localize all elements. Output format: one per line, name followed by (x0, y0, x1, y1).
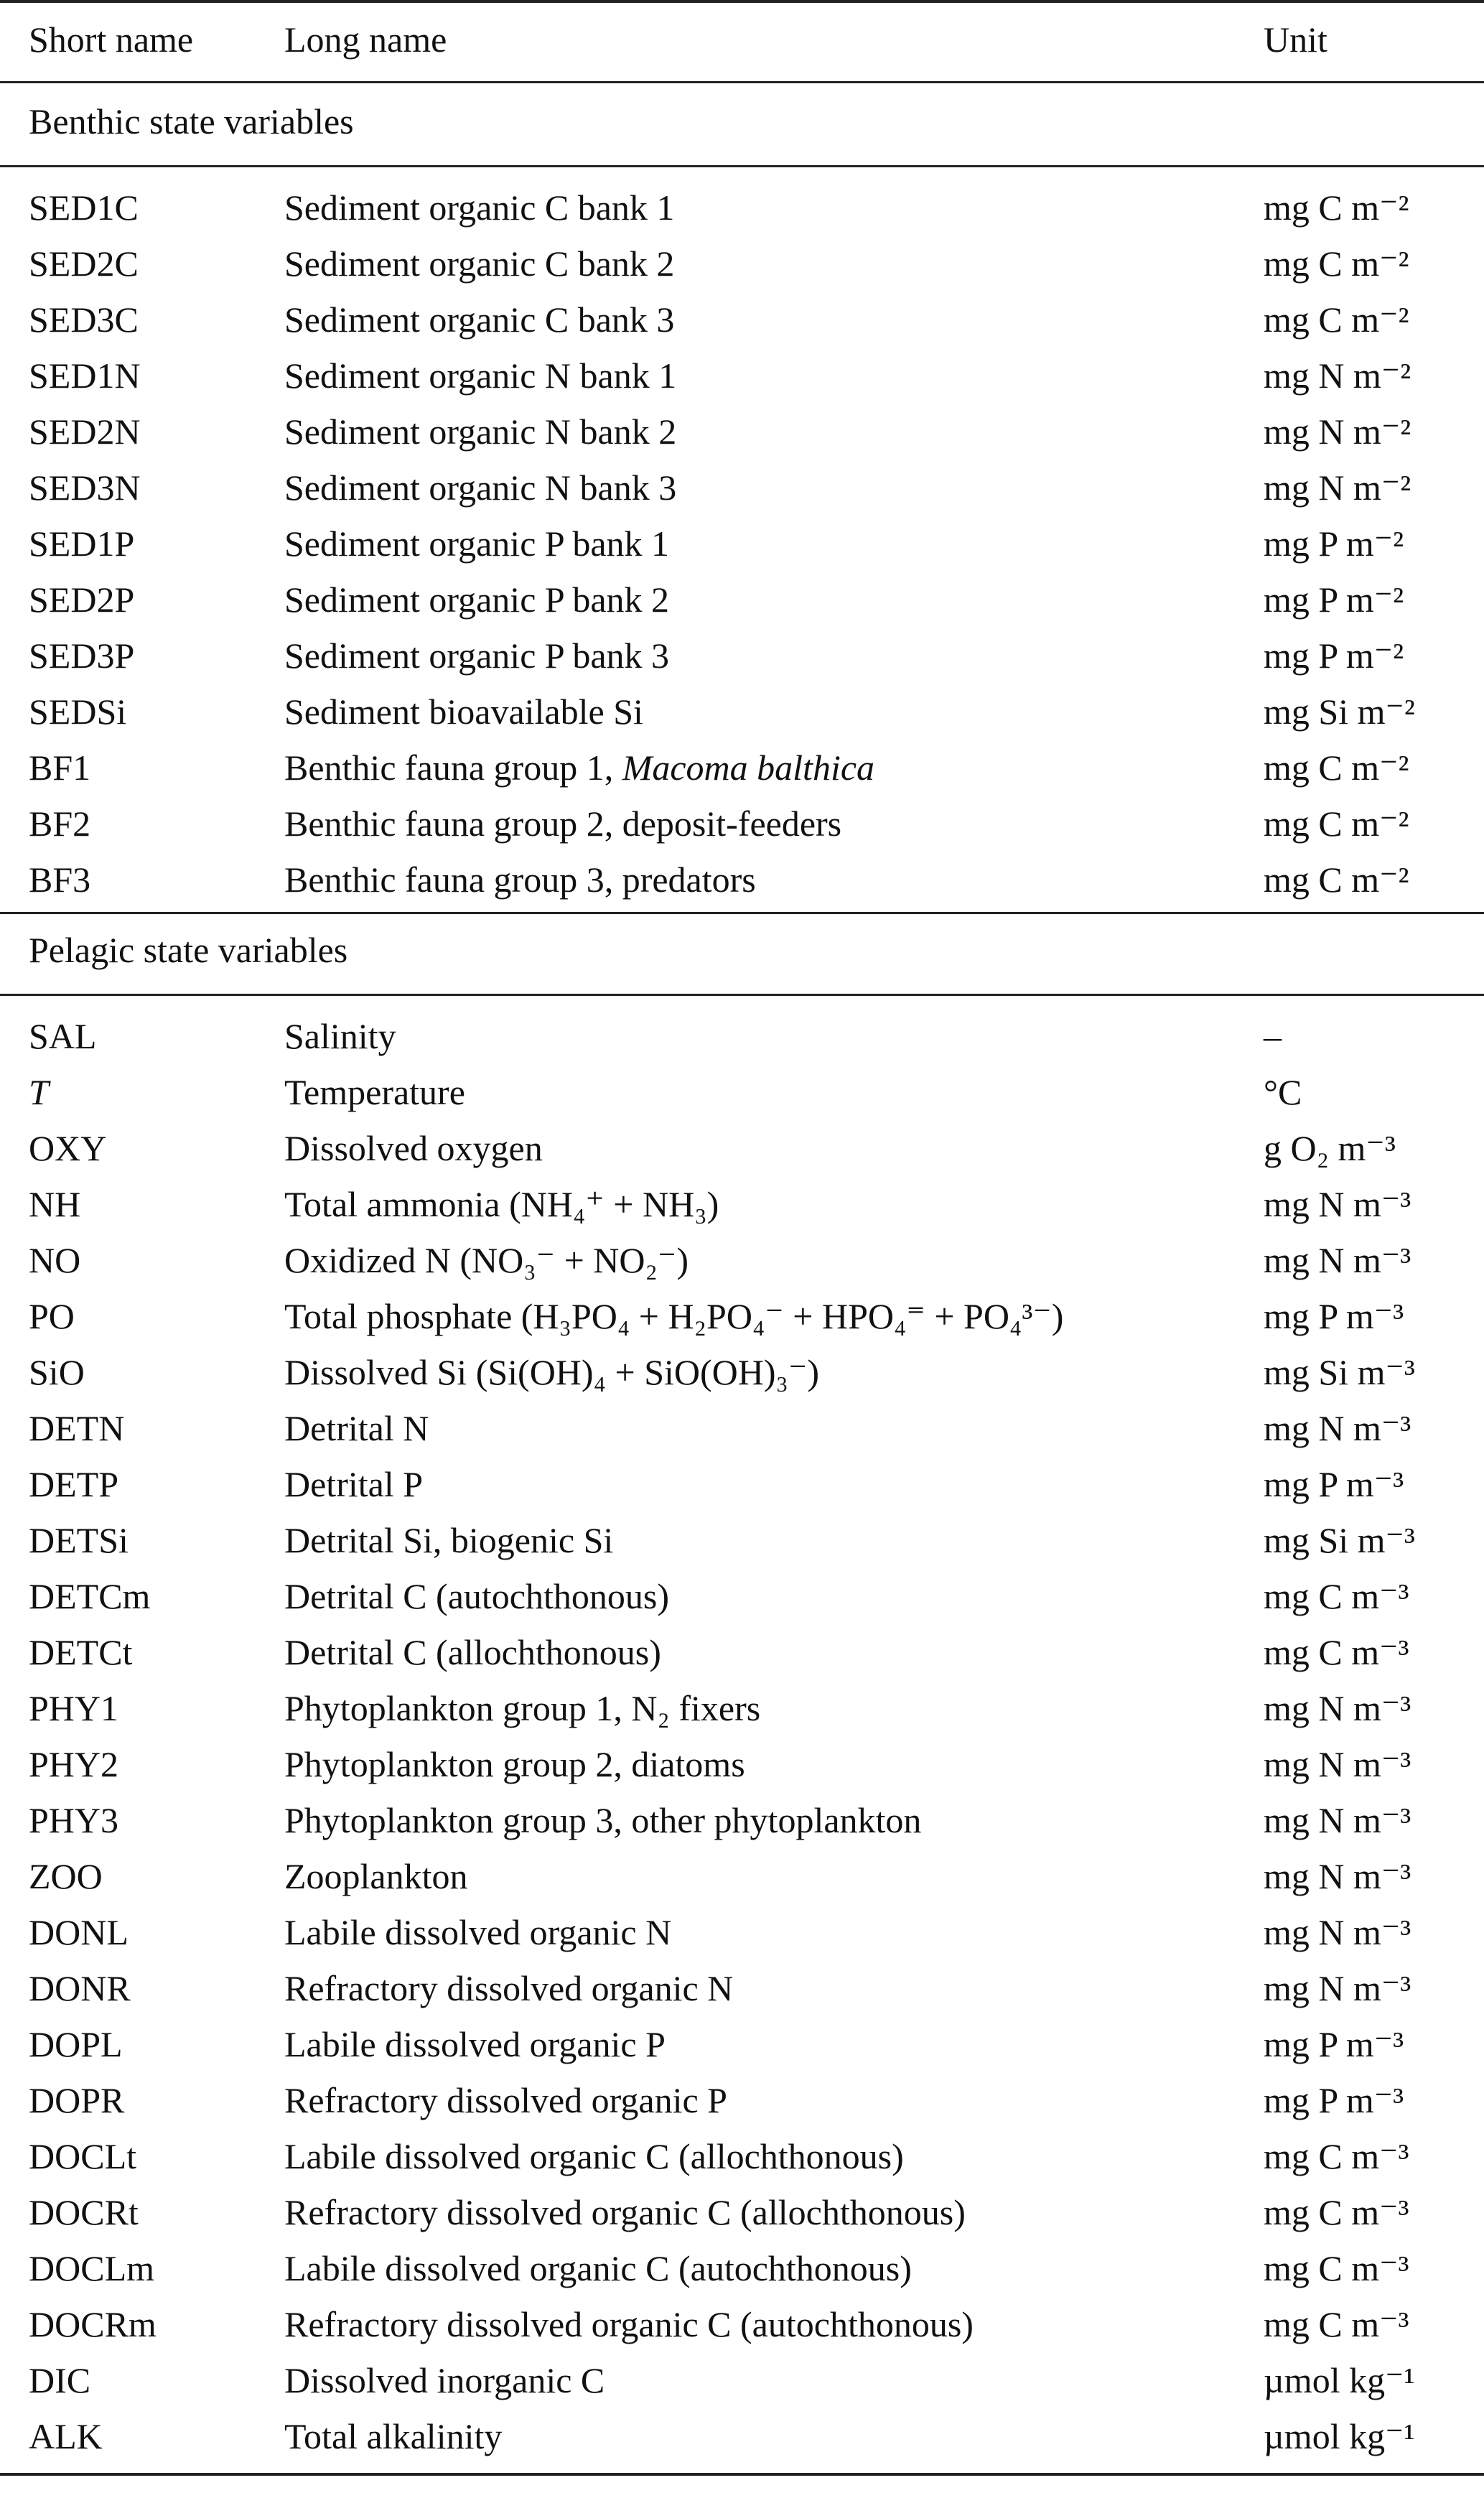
short-name-cell: DIC (29, 2360, 91, 2400)
short-name-cell: SED1P (29, 523, 135, 564)
long-name-cell: Detrital Si, biogenic Si (284, 1520, 614, 1560)
table-row (0, 1344, 1484, 1400)
table-row (0, 1232, 1484, 1288)
long-name-cell: Sediment organic C bank 3 (284, 299, 675, 340)
table-row (0, 2072, 1484, 2128)
unit-cell: mg N m⁻³ (1264, 1744, 1411, 1784)
unit-cell: mg P m⁻² (1264, 523, 1404, 564)
long-name-cell: Salinity (284, 1016, 396, 1056)
long-name-cell: Total alkalinity (284, 2416, 503, 2456)
long-name-cell: Benthic fauna group 3, predators (284, 859, 756, 900)
short-name-cell: SED3N (29, 467, 141, 508)
section-header-row (0, 922, 1484, 978)
table-row (0, 2184, 1484, 2240)
long-name-cell: Sediment organic P bank 3 (284, 635, 670, 676)
short-name-cell: PHY3 (29, 1800, 119, 1840)
short-name-cell: NO (29, 1240, 81, 1280)
long-name-cell: Dissolved oxygen (284, 1128, 543, 1168)
long-name-cell: Labile dissolved organic P (284, 2024, 666, 2064)
unit-cell: mg P m⁻² (1264, 579, 1404, 620)
table-row (0, 1848, 1484, 1904)
long-name-cell: Sediment bioavailable Si (284, 691, 643, 732)
short-name-cell: BF1 (29, 747, 91, 788)
long-name-cell: Dissolved Si (Si(OH)₄ + SiO(OH)₃⁻) (284, 1352, 819, 1392)
table-row (0, 572, 1484, 628)
unit-cell: mg Si m⁻³ (1264, 1352, 1415, 1392)
long-name-cell: Sediment organic N bank 2 (284, 411, 677, 452)
short-name-cell: SED2P (29, 579, 135, 620)
section-header-rule (0, 165, 1484, 167)
short-name-cell: SED3C (29, 299, 139, 340)
table-row (0, 236, 1484, 292)
short-name-cell: DETP (29, 1464, 118, 1504)
long-name-cell: Oxidized N (NO₃⁻ + NO₂⁻) (284, 1240, 689, 1280)
short-name-cell: ZOO (29, 1856, 103, 1896)
unit-cell: mg N m⁻³ (1264, 1968, 1411, 2008)
table-row (0, 516, 1484, 572)
unit-cell: – (1264, 1016, 1282, 1056)
long-name-cell: Detrital C (allochthonous) (284, 1632, 661, 1672)
unit-cell: mg N m⁻² (1264, 411, 1411, 452)
short-name-cell: DOCRm (29, 2304, 157, 2344)
table-row (0, 1456, 1484, 1512)
short-name-cell: DONR (29, 1968, 131, 2008)
unit-cell: mg N m⁻³ (1264, 1912, 1411, 1952)
table-row (0, 2240, 1484, 2296)
table-row (0, 2016, 1484, 2072)
long-name-cell: Sediment organic N bank 3 (284, 467, 677, 508)
section-rule (0, 912, 1484, 914)
unit-cell: mg C m⁻³ (1264, 2304, 1409, 2344)
unit-cell: mg P m⁻³ (1264, 1464, 1404, 1504)
unit-cell: g O₂ m⁻³ (1264, 1128, 1396, 1168)
long-name-cell: Total ammonia (NH₄⁺ + NH₃) (284, 1184, 719, 1224)
table-row (0, 1400, 1484, 1456)
short-name-cell: DETCt (29, 1632, 133, 1672)
short-name-cell: NH (29, 1184, 81, 1224)
short-name-cell: DETCm (29, 1576, 151, 1616)
unit-cell: mg C m⁻² (1264, 299, 1409, 340)
short-name-cell: DETSi (29, 1520, 129, 1560)
short-name-cell: SEDSi (29, 691, 127, 732)
table-row (0, 1680, 1484, 1736)
table-row (0, 1960, 1484, 2016)
short-name-cell: SED1N (29, 355, 141, 396)
short-name-cell: DOPR (29, 2080, 125, 2120)
header-unit: Unit (1264, 19, 1327, 60)
unit-cell: mg Si m⁻² (1264, 691, 1415, 732)
long-name-cell: Sediment organic C bank 1 (284, 187, 675, 228)
table-row (0, 2408, 1484, 2464)
short-name-cell: OXY (29, 1128, 107, 1168)
header-rule (0, 81, 1484, 83)
long-name-cell: Benthic fauna group 1, Macoma balthica (284, 747, 875, 788)
unit-cell: mg C m⁻³ (1264, 2192, 1409, 2232)
long-name-cell: Sediment organic P bank 1 (284, 523, 670, 564)
short-name-cell: DOPL (29, 2024, 123, 2064)
short-name-cell: SED2N (29, 411, 141, 452)
long-name-cell: Sediment organic P bank 2 (284, 579, 670, 620)
unit-cell: mg N m⁻³ (1264, 1800, 1411, 1840)
short-name-cell: T (29, 1072, 49, 1112)
long-name-cell: Sediment organic C bank 2 (284, 243, 675, 284)
unit-cell: µmol kg⁻¹ (1264, 2416, 1415, 2456)
species-name: Macoma balthica (622, 747, 875, 788)
short-name-cell: SiO (29, 1352, 85, 1392)
short-name-cell: PHY1 (29, 1688, 119, 1728)
unit-cell: mg C m⁻³ (1264, 2136, 1409, 2176)
long-name-cell: Phytoplankton group 1, N₂ fixers (284, 1688, 761, 1728)
long-name-cell: Phytoplankton group 2, diatoms (284, 1744, 745, 1784)
short-name-cell: DOCLt (29, 2136, 136, 2176)
table-row (0, 1792, 1484, 1848)
table-row (0, 460, 1484, 516)
table-row (0, 852, 1484, 908)
table-row (0, 684, 1484, 740)
table-row (0, 348, 1484, 404)
unit-cell: mg C m⁻² (1264, 747, 1409, 788)
long-name-cell: Dissolved inorganic C (284, 2360, 605, 2400)
short-name-cell: SAL (29, 1016, 97, 1056)
section-title: Pelagic state variables (29, 930, 348, 970)
table-row (0, 1568, 1484, 1624)
short-name-cell: PO (29, 1296, 75, 1336)
table-row (0, 404, 1484, 460)
long-name-cell: Labile dissolved organic N (284, 1912, 672, 1952)
long-name-cell: Temperature (284, 1072, 465, 1112)
unit-cell: °C (1264, 1072, 1302, 1112)
unit-cell: mg C m⁻³ (1264, 2248, 1409, 2288)
long-name-cell: Phytoplankton group 3, other phytoplankton (284, 1800, 922, 1840)
unit-cell: mg N m⁻³ (1264, 1688, 1411, 1728)
table-row (0, 2128, 1484, 2184)
table-row (0, 740, 1484, 796)
table-row (0, 1120, 1484, 1176)
table-row (0, 796, 1484, 852)
section-header-rule (0, 994, 1484, 996)
unit-cell: mg C m⁻³ (1264, 1632, 1409, 1672)
short-name-cell: PHY2 (29, 1744, 119, 1784)
short-name-cell: DETN (29, 1408, 125, 1448)
long-name-cell: Benthic fauna group 2, deposit-feeders (284, 803, 842, 844)
table-row (0, 2296, 1484, 2352)
long-name-cell: Labile dissolved organic C (autochthonous) (284, 2248, 912, 2288)
short-name-cell: ALK (29, 2416, 103, 2456)
unit-cell: mg C m⁻² (1264, 187, 1409, 228)
table-row (0, 1288, 1484, 1344)
section-title: Benthic state variables (29, 101, 354, 141)
long-name-cell: Detrital P (284, 1464, 424, 1504)
unit-cell: mg C m⁻³ (1264, 1576, 1409, 1616)
long-name-cell: Refractory dissolved organic C (allochthonous) (284, 2192, 966, 2232)
header-row (0, 11, 1484, 67)
short-name-cell: SED2C (29, 243, 139, 284)
header-long-name: Long name (284, 19, 447, 60)
long-name-cell: Detrital N (284, 1408, 429, 1448)
unit-cell: mg N m⁻³ (1264, 1184, 1411, 1224)
table-row (0, 1624, 1484, 1680)
table-row (0, 292, 1484, 348)
unit-cell: mg P m⁻² (1264, 635, 1404, 676)
table-row (0, 628, 1484, 684)
table-row (0, 2352, 1484, 2408)
unit-cell: mg P m⁻³ (1264, 2024, 1404, 2064)
unit-cell: mg Si m⁻³ (1264, 1520, 1415, 1560)
long-name-cell: Refractory dissolved organic P (284, 2080, 727, 2120)
unit-cell: mg N m⁻² (1264, 355, 1411, 396)
unit-cell: mg N m⁻³ (1264, 1408, 1411, 1448)
short-name-cell: DONL (29, 1912, 129, 1952)
unit-cell: mg P m⁻³ (1264, 2080, 1404, 2120)
unit-cell: mg C m⁻² (1264, 859, 1409, 900)
long-name-cell: Sediment organic N bank 1 (284, 355, 677, 396)
unit-cell: mg N m⁻³ (1264, 1856, 1411, 1896)
unit-cell: mg N m⁻³ (1264, 1240, 1411, 1280)
table-row (0, 1736, 1484, 1792)
unit-cell: mg P m⁻³ (1264, 1296, 1404, 1336)
unit-cell: mg N m⁻² (1264, 467, 1411, 508)
short-name-cell: DOCLm (29, 2248, 154, 2288)
short-name-cell: SED3P (29, 635, 135, 676)
table-row (0, 1904, 1484, 1960)
unit-cell: mg C m⁻² (1264, 243, 1409, 284)
table-row (0, 1176, 1484, 1232)
unit-cell: µmol kg⁻¹ (1264, 2360, 1415, 2400)
table-row (0, 1008, 1484, 1064)
short-name-cell: DOCRt (29, 2192, 139, 2232)
long-name-cell: Zooplankton (284, 1856, 468, 1896)
short-name-cell: BF3 (29, 859, 91, 900)
header-short-name: Short name (29, 19, 194, 60)
long-name-cell: Labile dissolved organic C (allochthonous) (284, 2136, 904, 2176)
bottom-rule (0, 2473, 1484, 2476)
long-name-cell: Refractory dissolved organic C (autochthonous) (284, 2304, 974, 2344)
table-row (0, 1064, 1484, 1120)
long-name-cell: Total phosphate (H₃PO₄ + H₂PO₄⁻ + HPO₄⁼ + PO₄³⁻) (284, 1296, 1064, 1336)
table-row (0, 1512, 1484, 1568)
long-name-cell: Detrital C (autochthonous) (284, 1576, 669, 1616)
section-header-row (0, 93, 1484, 149)
short-name-cell: SED1C (29, 187, 139, 228)
top-rule (0, 0, 1484, 3)
long-name-cell: Refractory dissolved organic N (284, 1968, 734, 2008)
short-name-cell: BF2 (29, 803, 91, 844)
table-row (0, 180, 1484, 236)
unit-cell: mg C m⁻² (1264, 803, 1409, 844)
